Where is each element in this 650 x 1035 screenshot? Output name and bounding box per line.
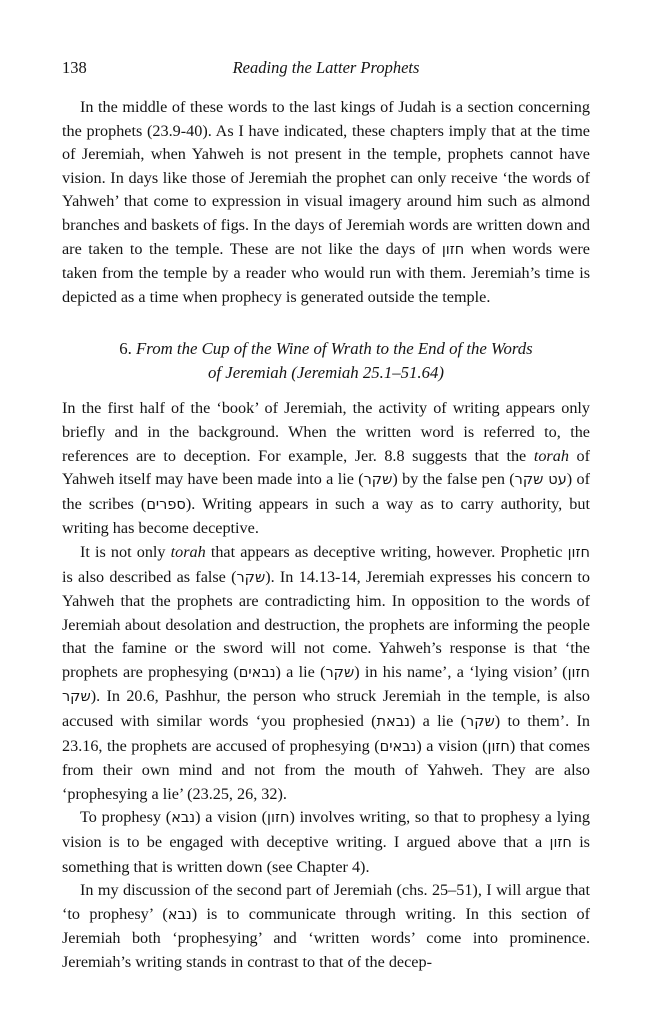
hebrew-word: נבאים — [379, 738, 417, 755]
hebrew-word: חזון שקר — [62, 664, 590, 706]
hebrew-word: שקר — [236, 569, 266, 586]
paragraph-2: In the first half of the ‘book’ of Jeremiah, the activity of writing appears only briefly and in the background. When the written word is referred to, the references are to deception. For example, Jer. 8.8 suggests that the torah of Yahweh itself may have been made into a lie (שקר) by the false pen (עט שקר) of the scribes (ספרים). Writing appears in such a way as to carry authority, but writing has become deceptive. — [62, 399, 590, 538]
hebrew-word: ספרים — [146, 496, 186, 513]
section-title-line-1: From the Cup of the Wine of Wrath to the End of the Words — [136, 339, 533, 359]
hebrew-word: חזון — [441, 241, 465, 258]
hebrew-word: נבא — [171, 810, 196, 827]
running-title: Reading the Latter Prophets — [232, 58, 420, 77]
paragraph-1: In the middle of these words to the last kings of Judah is a section concerning the prophets (23.9-40). As I have indicated, these chapters imply that at the time of Jeremiah, when Yahweh is not present in the temple, prophets cannot have vision. In days like those of Jeremiah the prophet can only receive ‘the words of Yahweh’ that come to expression in visual imagery around him such as almond branches and baskets of figs. In the days of Jeremiah words are written down and are taken to the temple. These are not like the days of חזון when words were taken from the temple by a reader who would run with them. Jeremiah’s time is depicted as a time when prophecy is generated outside the temple. — [62, 98, 590, 306]
section-number: 6. — [119, 339, 137, 359]
paragraph-3: It is not only torah that appears as deceptive writing, however. Prophetic חזון is also described as false (שקר). In 14.13-14, Jeremiah expresses his concern to Yahweh that the prophets are contradicting him. In opposition to the words of Jeremiah about desolation and destruction, the prophets are informing the people that the famine or the sword will not come. Yahweh’s response is that ‘the prophets are prophesying (נבאים) a lie (שקר) in his name’, a ‘lying vision’ (חזון שקר). In 20.6, Pashhur, the person who struck Jeremiah in the temple, is also accused with similar words ‘you prophesied (נבאת) a lie (שקר) to them’. In 23.16, the prophets are accused of prophesying (נבאים) a vision (חזון) that comes from their own mind and not from the mouth of Yahweh. They are also ‘prophesying a lie’ (23.25, 26, 32). — [62, 542, 591, 803]
hebrew-word: נבאים — [238, 664, 276, 681]
hebrew-word: חזון — [487, 738, 510, 755]
hebrew-word: שקר — [363, 472, 393, 489]
section-heading — [62, 337, 590, 385]
running-head — [62, 56, 590, 80]
page-number: 138 — [62, 58, 87, 77]
hebrew-word: חזון — [549, 835, 572, 852]
hebrew-word: עט שקר — [514, 472, 567, 489]
section-title-line-2: of Jeremiah (Jeremiah 25.1–51.64) — [208, 363, 444, 383]
hebrew-word: נבאת — [376, 714, 410, 731]
hebrew-word: נבא — [167, 906, 192, 923]
paragraph-4: To prophesy (נבא) a vision (חזון) involves writing, so that to prophesy a lying vision is to be engaged with deceptive writing. I argued above that a חזון is something that is written down (see Chapter 4). — [62, 808, 590, 876]
hebrew-word: שקר — [466, 714, 495, 731]
hebrew-word: חזון — [267, 810, 290, 827]
hebrew-word: שקר — [325, 664, 355, 681]
paragraph-5: In my discussion of the second part of Jeremiah (chs. 25–51), I will argue that ‘to prophesy’ (נבא) is to communicate through writing. In this section of Jeremiah both ‘prophesying’ and ‘written words’ come into prominence. Jeremiah’s writing stands in contrast to that of the decep- — [62, 881, 590, 971]
hebrew-word: חזון — [567, 544, 590, 561]
